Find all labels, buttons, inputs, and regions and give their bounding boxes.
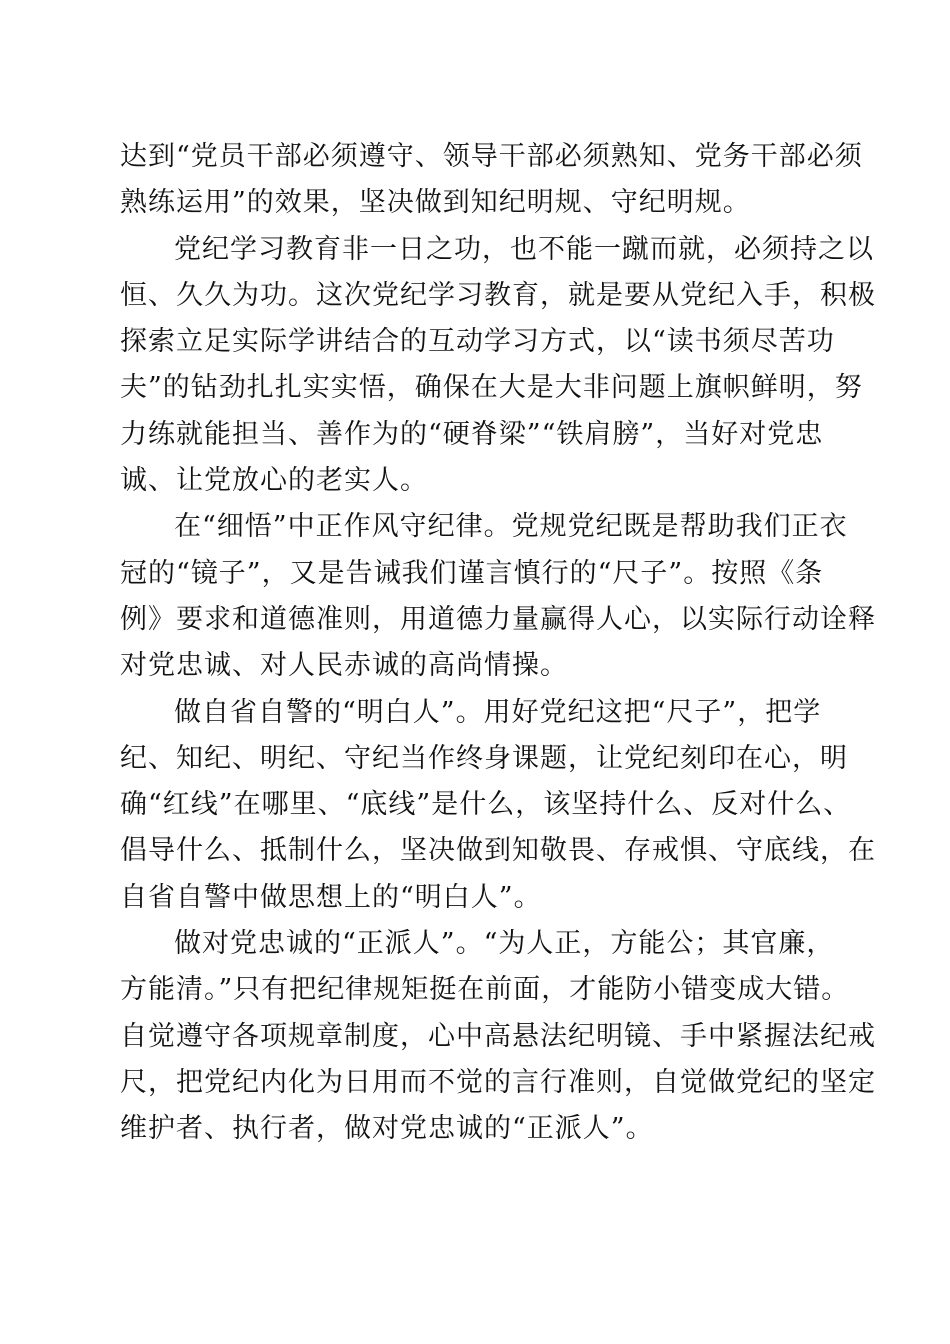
text-line: 诚、让党放心的老实人。: [120, 465, 428, 497]
paragraph-first-line: 党纪学习教育非一日之功，也不能一蹴而就，必须持之以: [174, 233, 874, 265]
text-line: 自觉遵守各项规章制度，心中高悬法纪明镜、手中紧握法纪戒: [120, 1020, 876, 1052]
text-line: 尺，把党纪内化为日用而不觉的言行准则，自觉做党纪的坚定: [120, 1066, 876, 1098]
text-line: 维护者、执行者，做对党忠诚的“正派人”。: [120, 1113, 654, 1145]
text-line: 倡导什么、抵制什么，坚决做到知敬畏、存戒惧、守底线，在: [120, 835, 876, 867]
text-line: 力练就能担当、善作为的“硬脊梁”“铁肩膀”，当好对党忠: [120, 418, 824, 450]
text-line: 恒、久久为功。这次党纪学习教育，就是要从党纪入手，积极: [120, 279, 876, 311]
text-line: 冠的“镜子”，又是告诫我们谨言慎行的“尺子”。按照《条: [120, 557, 824, 589]
text-line: 对党忠诚、对人民赤诚的高尚情操。: [120, 650, 568, 682]
text-line: 方能清。”只有把纪律规矩挺在前面，才能防小错变成大错。: [120, 974, 850, 1006]
text-line: 纪、知纪、明纪、守纪当作终身课题，让党纪刻印在心，明: [120, 742, 848, 774]
paragraph-first-line: 做对党忠诚的“正派人”。“为人正，方能公；其官廉，: [174, 928, 835, 960]
text-line: 达到“党员干部必须遵守、领导干部必须熟知、党务干部必须: [120, 141, 863, 172]
text-line: 夫”的钻劲扎扎实实悟，确保在大是大非问题上旗帜鲜明，努: [120, 372, 863, 404]
text-line: 熟练运用”的效果，坚决做到知纪明规、守纪明规。: [120, 187, 751, 219]
text-line: 确“红线”在哪里、“底线”是什么，该坚持什么、反对什么、: [120, 789, 852, 821]
paragraph-first-line: 在“细悟”中正作风守纪律。党规党纪既是帮助我们正衣: [174, 511, 848, 543]
document-body: [120, 134, 876, 1153]
text-line: 自省自警中做思想上的“明白人”。: [120, 881, 542, 913]
text-line: 例》要求和道德准则，用道德力量赢得人心，以实际行动诠释: [120, 603, 876, 635]
text-line: 探索立足实际学讲结合的互动学习方式，以“读书须尽苦功: [120, 326, 835, 358]
paragraph-first-line: 做自省自警的“明白人”。用好党纪这把“尺子”，把学: [174, 696, 822, 728]
